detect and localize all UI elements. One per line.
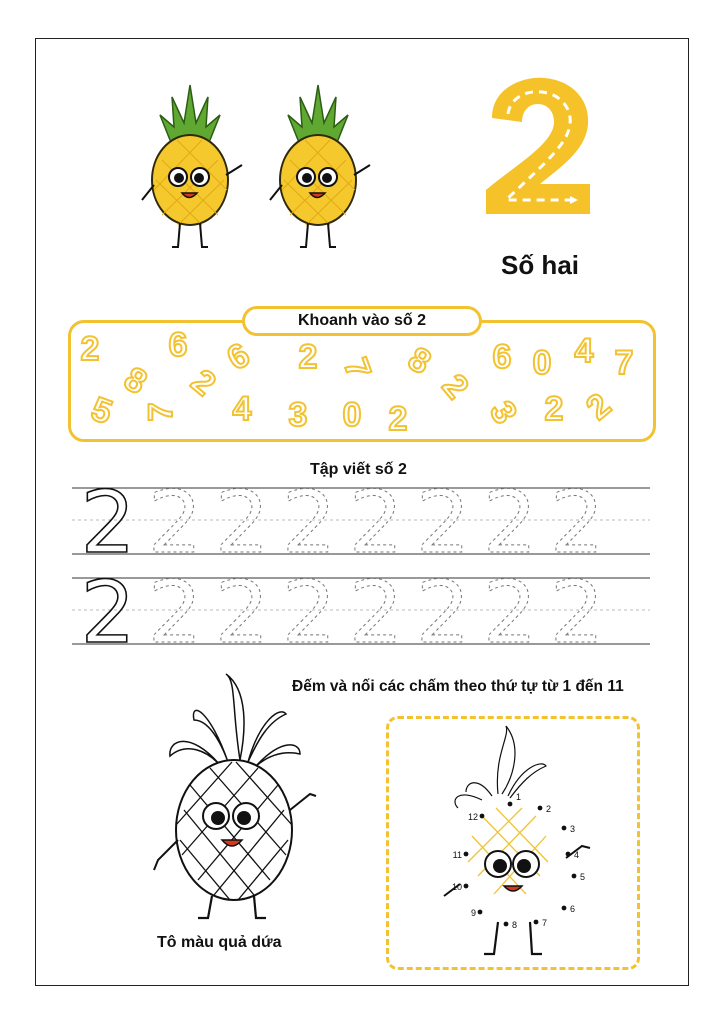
scattered-digit[interactable]: 4 — [574, 332, 594, 370]
scattered-digit[interactable]: 8 — [117, 359, 154, 403]
scattered-digit[interactable]: 4 — [232, 390, 252, 428]
dot-number-label: 2 — [546, 804, 552, 814]
scattered-digit[interactable]: 8 — [401, 339, 438, 383]
dot-number-label: 9 — [470, 908, 476, 918]
dot-number-label: 11 — [452, 850, 462, 860]
trace-digit-dotted[interactable]: 2 — [549, 563, 605, 650]
connect-dot[interactable] — [478, 910, 483, 915]
dot-number-label: 8 — [512, 920, 518, 930]
scattered-digit[interactable]: 7 — [614, 344, 634, 382]
scattered-digit[interactable]: 6 — [168, 326, 188, 364]
connect-dot[interactable] — [480, 814, 485, 819]
tracing-rows — [72, 484, 652, 650]
trace-section-title: Tập viết số 2 — [310, 461, 407, 478]
dot-number-label: 7 — [542, 918, 548, 928]
scattered-digit[interactable]: 7 — [142, 402, 180, 422]
trace-digit-dotted[interactable]: 2 — [482, 563, 538, 650]
scattered-digit[interactable]: 6 — [220, 335, 257, 379]
trace-digit-dotted[interactable]: 2 — [549, 484, 605, 573]
scattered-digit[interactable]: 2 — [80, 330, 100, 368]
pineapple-pair-illustration — [120, 75, 390, 255]
scattered-digit[interactable]: 5 — [86, 389, 118, 433]
connect-dot[interactable] — [562, 906, 567, 911]
trace-digit-dotted[interactable]: 2 — [415, 563, 471, 650]
trace-digit-dotted[interactable]: 2 — [147, 484, 203, 573]
circle-section-title: Khoanh vào số 2 — [242, 306, 482, 336]
number-two-graphic — [478, 72, 598, 222]
dot-number-label: 3 — [570, 824, 576, 834]
scattered-digit[interactable]: 2 — [434, 367, 476, 407]
connect-dot[interactable] — [504, 922, 509, 927]
scattered-digit[interactable]: 7 — [335, 352, 379, 384]
connect-dot[interactable] — [566, 852, 571, 857]
number-name: Số hai — [500, 250, 579, 280]
dots-section-title: Đếm và nối các chấm theo thứ tự từ 1 đến 11 — [292, 678, 624, 695]
connect-dot[interactable] — [538, 806, 543, 811]
trace-digit-dotted[interactable]: 2 — [281, 484, 337, 573]
connect-dot[interactable] — [562, 826, 567, 831]
connect-dot[interactable] — [464, 852, 469, 857]
scattered-digit[interactable]: 2 — [298, 338, 318, 376]
trace-digit-dotted[interactable]: 2 — [214, 563, 270, 650]
scattered-digit[interactable]: 2 — [579, 386, 619, 428]
scattered-digit[interactable]: 2 — [388, 400, 408, 438]
dot-number-label: 1 — [516, 792, 522, 802]
connect-dot[interactable] — [464, 884, 469, 889]
dot-number-label: 12 — [467, 812, 478, 822]
dot-number-label: 10 — [451, 882, 462, 892]
trace-digit-dotted[interactable]: 2 — [348, 484, 404, 573]
trace-digit-dotted[interactable]: 2 — [147, 563, 203, 650]
trace-digit-dotted[interactable]: 2 — [482, 484, 538, 573]
scattered-digit[interactable]: 2 — [544, 390, 564, 428]
trace-digit-dotted[interactable]: 2 — [281, 563, 337, 650]
scattered-digit[interactable]: 3 — [481, 394, 525, 431]
trace-digit-dotted[interactable]: 2 — [214, 484, 270, 573]
scattered-digit[interactable]: 3 — [288, 396, 308, 434]
dot-number-label: 5 — [580, 872, 586, 882]
connect-dot[interactable] — [508, 802, 513, 807]
trace-digit-model[interactable]: 2 — [80, 484, 136, 573]
dot-number-label: 4 — [574, 850, 580, 860]
scattered-digit[interactable]: 6 — [492, 338, 512, 376]
scattered-digit[interactable]: 0 — [532, 344, 552, 382]
trace-digit-dotted[interactable]: 2 — [348, 563, 404, 650]
connect-dot[interactable] — [534, 920, 539, 925]
dot-to-dot-pineapple — [386, 716, 640, 970]
scattered-digit[interactable]: 2 — [183, 362, 223, 404]
scattered-digits — [68, 320, 656, 442]
dot-number-label: 6 — [570, 904, 576, 914]
trace-digit-dotted[interactable]: 2 — [415, 484, 471, 573]
trace-digit-model[interactable]: 2 — [80, 563, 136, 650]
coloring-caption: Tô màu quả dứa — [157, 934, 282, 951]
connect-dot[interactable] — [572, 874, 577, 879]
coloring-pineapple — [150, 670, 330, 920]
scattered-digit[interactable]: 0 — [342, 396, 362, 434]
